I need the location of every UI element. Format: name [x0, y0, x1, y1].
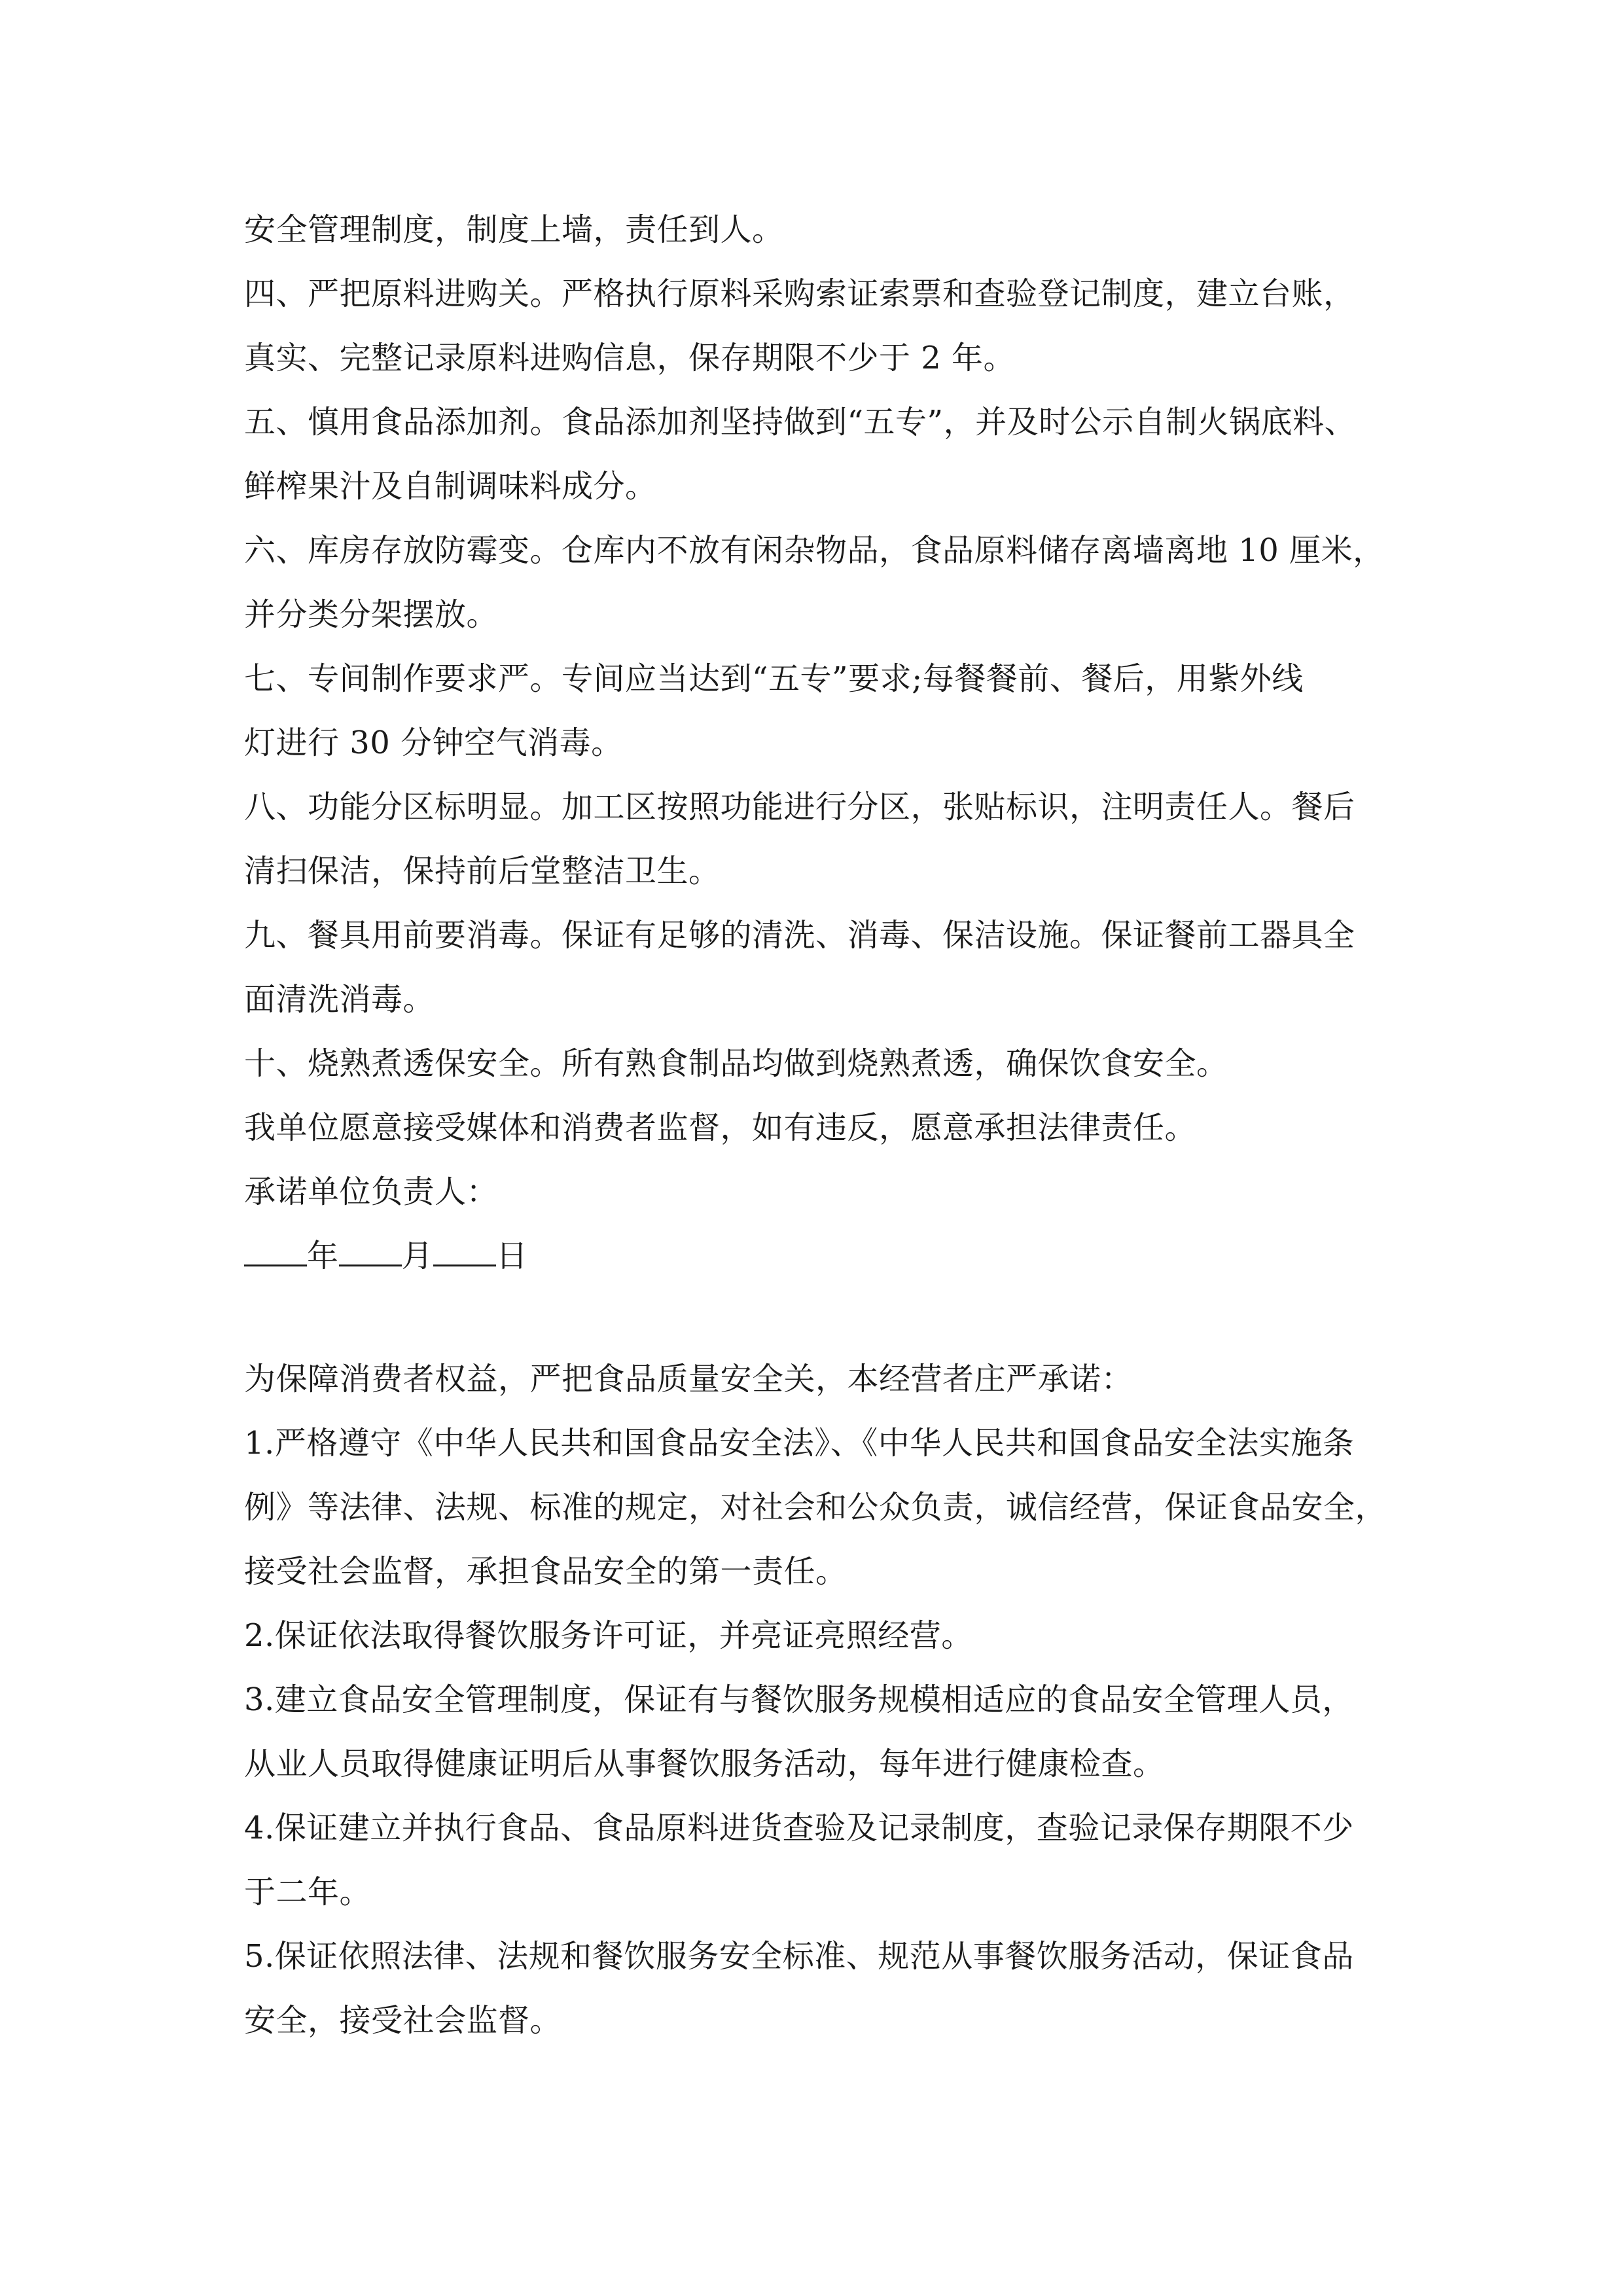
text-line: 灯进行 30 分钟空气消毒。 — [244, 725, 623, 761]
year-blank — [244, 1238, 307, 1266]
text-line: 四、严把原料进购关。严格执行原料采购索证索票和查验登记制度，建立台账， — [244, 276, 1355, 312]
text-line: 真实、完整记录原料进购信息，保存期限不少于 2 年。 — [244, 340, 1016, 376]
text-line: 5.保证依照法律、法规和餐饮服务安全标准、规范从事餐饮服务活动，保证食品 — [244, 1938, 1354, 1975]
text-line: 五、慎用食品添加剂。食品添加剂坚持做到“五专”，并及时公示自制火锅底料、 — [244, 404, 1357, 440]
text-line: 清扫保洁，保持前后堂整洁卫生。 — [244, 853, 721, 889]
text-line: 六、库房存放防霉变。仓库内不放有闲杂物品，食品原料储存离墙离地 10 厘米， — [244, 532, 1385, 569]
text-line: 九、餐具用前要消毒。保证有足够的清洗、消毒、保洁设施。保证餐前工器具全 — [244, 917, 1355, 954]
pledge-section-1 — [244, 198, 1386, 1288]
month-blank — [339, 1238, 402, 1266]
text-line: 于二年。 — [244, 1874, 372, 1910]
date-line — [244, 1224, 1386, 1288]
intro-line: 为保障消费者权益，严把食品质量安全关，本经营者庄严承诺： — [244, 1361, 1133, 1397]
text-line: 4.保证建立并执行食品、食品原料进货查验及记录制度，查验记录保存期限不少 — [244, 1810, 1354, 1846]
text-line: 3.建立食品安全管理制度，保证有与餐饮服务规模相适应的食品安全管理人员， — [244, 1681, 1354, 1718]
text-line: 2.保证依法取得餐饮服务许可证，并亮证亮照经营。 — [244, 1617, 973, 1654]
day-label: 日 — [496, 1238, 528, 1274]
month-label: 月 — [401, 1238, 434, 1274]
text-line: 接受社会监督，承担食品安全的第一责任。 — [244, 1553, 847, 1590]
text-line: 从业人员取得健康证明后从事餐饮服务活动，每年进行健康检查。 — [244, 1746, 1165, 1782]
text-line: 鲜榨果汁及自制调味料成分。 — [244, 468, 657, 505]
text-line: 例》等法律、法规、标准的规定，对社会和公众负责，诚信经营，保证食品安全， — [244, 1489, 1387, 1526]
text-line: 我单位愿意接受媒体和消费者监督，如有违反，愿意承担法律责任。 — [244, 1109, 1197, 1146]
signatory-label: 承诺单位负责人： — [244, 1174, 499, 1210]
text-line: 十、烧熟煮透保安全。所有熟食制品均做到烧熟煮透，确保饮食安全。 — [244, 1045, 1228, 1082]
text-line: 安全管理制度，制度上墙，责任到人。 — [244, 211, 784, 248]
pledge-section-2 — [244, 1347, 1386, 2053]
text-line: 安全，接受社会监督。 — [244, 2002, 562, 2039]
text-line: 1.严格遵守《中华人民共和国食品安全法》、《中华人民共和国食品安全法实施条 — [244, 1425, 1355, 1462]
text-line: 八、功能分区标明显。加工区按照功能进行分区，张贴标识，注明责任人。餐后 — [244, 789, 1355, 825]
text-line: 七、专间制作要求严。专间应当达到“五专”要求;每餐餐前、餐后，用紫外线 — [244, 660, 1304, 697]
day-blank — [433, 1238, 496, 1266]
text-line: 并分类分架摆放。 — [244, 596, 499, 633]
year-label: 年 — [307, 1238, 339, 1274]
text-line: 面清洗消毒。 — [244, 981, 435, 1018]
